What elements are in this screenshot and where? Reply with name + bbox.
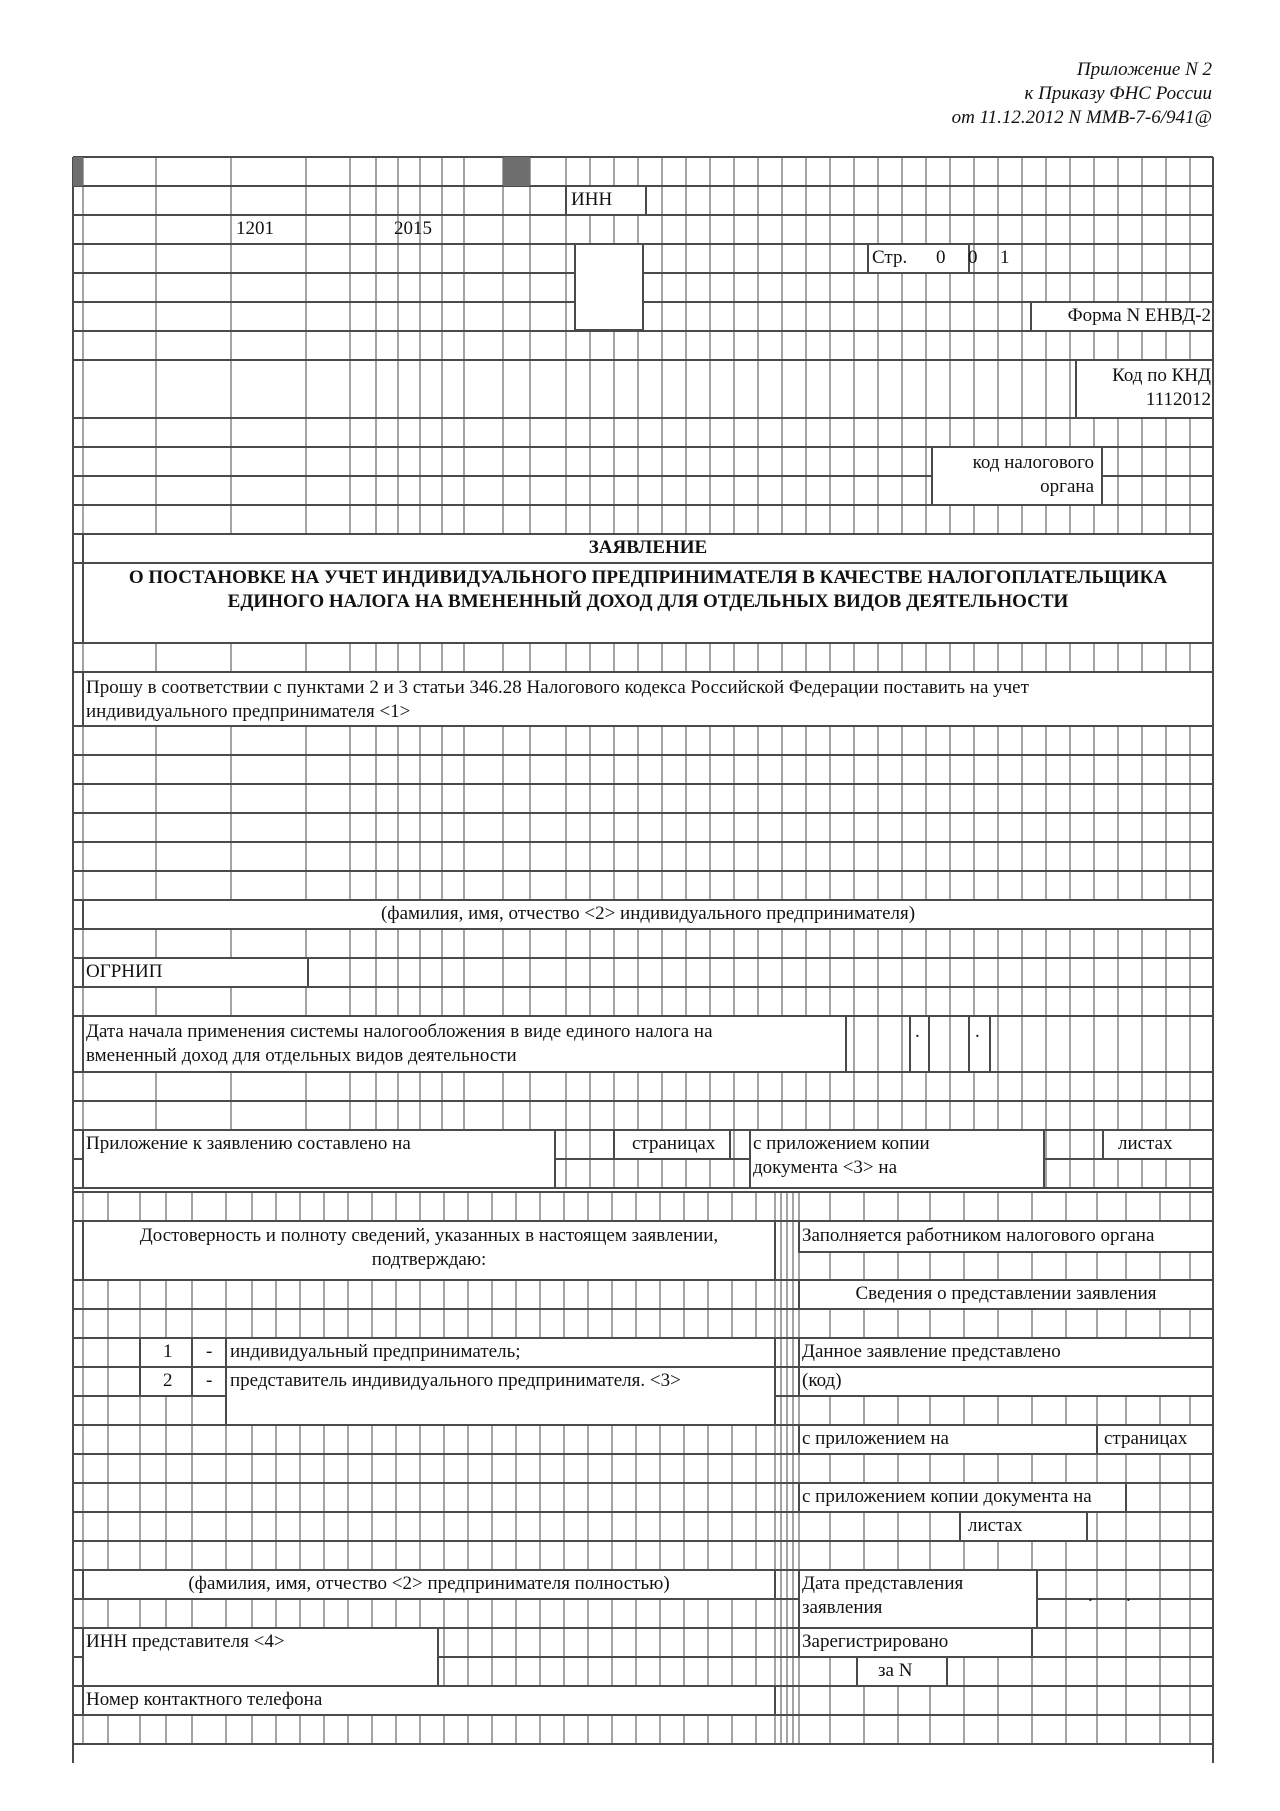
inn-label: ИНН — [571, 189, 613, 210]
form-heading: ЗАЯВЛЕНИЕ — [588, 537, 708, 558]
page-digit-3: 1 — [1000, 247, 1010, 268]
submit-date-label-1: Дата представления — [802, 1573, 964, 1594]
filled-by-label: Заполняется работником налогового органа — [802, 1225, 1155, 1246]
form-name: Форма N ЕНВД-2 — [1067, 305, 1211, 326]
order-date-label: от 11.12.2012 N ММВ-7-6/941@ — [951, 107, 1212, 128]
marker-left — [73, 157, 83, 186]
submit-date-dot-2: . — [1126, 1585, 1131, 1606]
copy-label-2: документа <3> на — [753, 1157, 898, 1178]
tax-office-label-1: код налогового — [972, 452, 1094, 473]
confirm-line-1: Достоверность и полноту сведений, указанных в настоящем заявлении, — [139, 1225, 719, 1246]
option-2-dash: - — [206, 1370, 213, 1391]
page-digit-2: 0 — [968, 247, 978, 268]
page-label: Стр. — [872, 247, 908, 268]
knd-value: 1112012 — [1145, 389, 1211, 410]
attachment-label: Приложение к заявлению составлено на — [86, 1133, 411, 1154]
value-2015: 2015 — [394, 218, 432, 239]
request-line-1: Прошу в соответствии с пунктами 2 и 3 статьи 346.28 Налогового кодекса Российской Федерации поставить на учет — [86, 677, 1029, 698]
option-1-text: индивидуальный предприниматель; — [230, 1341, 521, 1362]
submit-date-dot-1: . — [1088, 1585, 1093, 1606]
registered-label: Зарегистрировано — [802, 1631, 949, 1652]
with-copy-label: с приложением копии документа на — [802, 1486, 1092, 1507]
ogrnip-label: ОГРНИП — [86, 961, 163, 982]
order-label: к Приказу ФНС России — [1024, 83, 1212, 104]
tax-office-label-2: органа — [1040, 476, 1094, 497]
start-date-line-2: вмененный доход для отдельных видов деятельности — [86, 1045, 517, 1066]
fio-caption: (фамилия, имя, отчество <2> индивидуального предпринимателя) — [380, 903, 916, 924]
code-label: (код) — [802, 1370, 842, 1391]
start-date-dot-1: . — [915, 1021, 920, 1042]
pages-label: страницах — [1104, 1428, 1188, 1449]
start-date-line-1: Дата начала применения системы налогообложения в виде единого налога на — [86, 1021, 713, 1042]
copy-sheets-label: листах — [1118, 1133, 1173, 1154]
signer-fio-caption: (фамилия, имя, отчество <2> предпринимателя полностью) — [188, 1573, 670, 1594]
value-1201: 1201 — [236, 218, 274, 239]
marker-middle — [503, 157, 530, 186]
knd-label: Код по КНД — [1112, 365, 1211, 386]
number-label: за N — [878, 1660, 913, 1681]
page-digit-1: 0 — [936, 247, 946, 268]
start-date-dot-2: . — [975, 1021, 980, 1042]
attachment-pages-label: страницах — [632, 1133, 716, 1154]
phone-label: Номер контактного телефона — [86, 1689, 323, 1710]
copy-label-1: с приложением копии — [753, 1133, 930, 1154]
confirm-line-2: подтверждаю: — [371, 1249, 487, 1270]
option-1-number: 1 — [163, 1341, 173, 1362]
form-subtitle: О ПОСТАНОВКЕ НА УЧЕТ ИНДИВИДУАЛЬНОГО ПРЕДПРИНИМАТЕЛЯ В КАЧЕСТВЕ НАЛОГОПЛАТЕЛЬЩИКА ЕДИНОГО НАЛОГА НА ВМЕНЕННЫЙ ДОХОД ДЛЯ ОТДЕЛЬНЫХ ВИДОВ ДЕЯТЕЛЬНОСТИ — [128, 567, 1168, 612]
option-2-number: 2 — [163, 1370, 173, 1391]
sheets-label: листах — [968, 1515, 1023, 1536]
option-1-dash: - — [206, 1341, 213, 1362]
option-2-text: представитель индивидуального предпринимателя. <3> — [230, 1370, 681, 1391]
submit-date-label-2: заявления — [802, 1597, 883, 1618]
submitted-label: Данное заявление представлено — [802, 1341, 1061, 1362]
rep-inn-label: ИНН представителя <4> — [86, 1631, 285, 1652]
submission-info-title: Сведения о представлении заявления — [855, 1283, 1157, 1304]
appendix-label: Приложение N 2 — [1076, 59, 1212, 80]
with-attach-label: с приложением на — [802, 1428, 949, 1449]
request-line-2: индивидуального предпринимателя <1> — [86, 701, 411, 722]
